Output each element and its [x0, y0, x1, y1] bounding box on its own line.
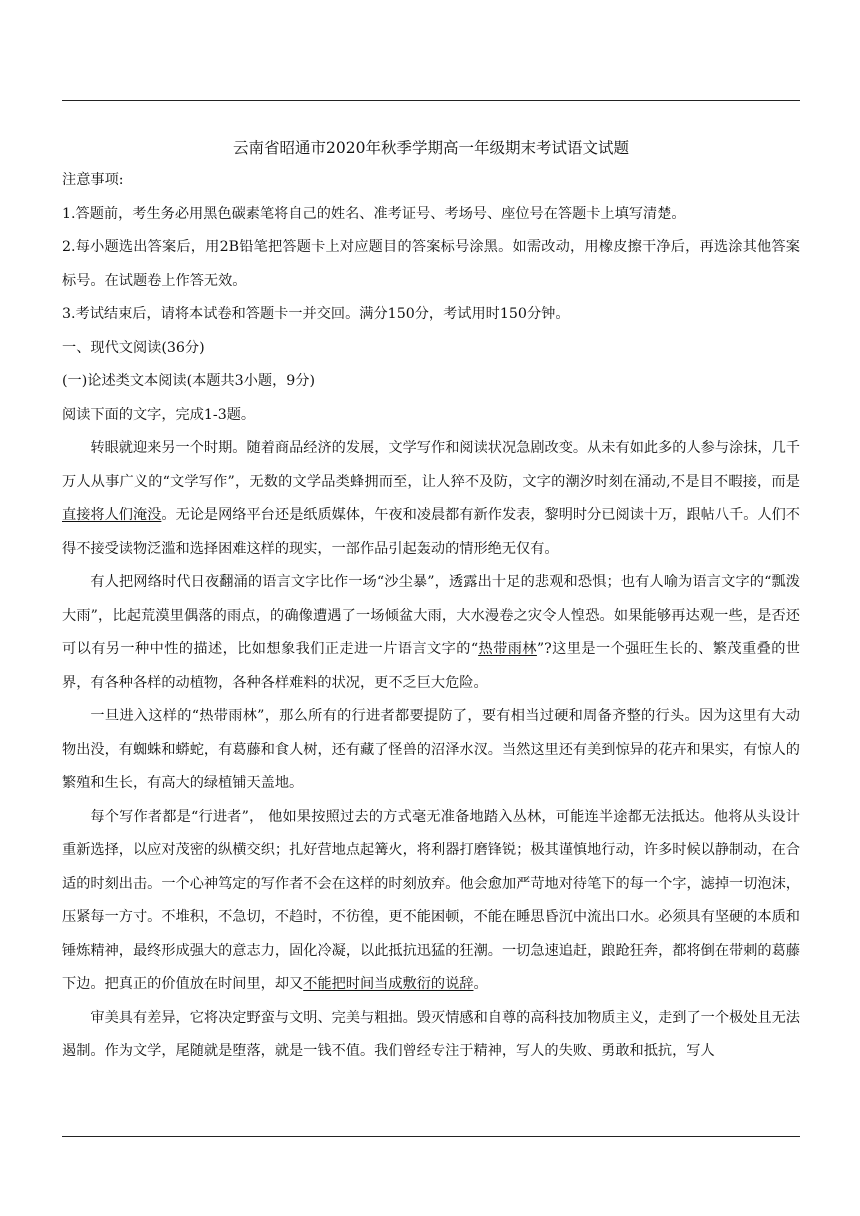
underlined-phrase: 不能把时间当成敷衍的说辞: [303, 976, 474, 992]
paragraph-3: 一旦进入这样的“热带雨林”，那么所有的行进者都要提防了，要有相当过硬和周备齐整的行头。因为这里有大动物出没，有蜘蛛和蟒蛇，有葛藤和食人树，还有藏了怪兽的沼泽水汊。当然这里还有美到惊异的花卉和果实，有惊人的繁殖和生长，有高大的绿植铺天盖地。: [62, 708, 800, 791]
exam-title: 云南省昭通市2020年秋季学期高一年级期末考试语文试题: [233, 139, 629, 157]
document-body: [62, 132, 800, 1069]
note-item-2: 2.每小题选出答案后，用2B铅笔把答题卡上对应题目的答案标号涂黑。如需改动，用橡皮擦干净后，再选涂其他答案标号。在试题卷上作答无效。: [62, 239, 800, 289]
paragraph-text: 转眼就迎来另一个时期。随着商品经济的发展，文学写作和阅读状况急剧改变。从未有如此多的人参与涂抹，几千万人从事广义的“文学写作”，无数的文学品类蜂拥而至，让人猝不及防，文字的潮汐时刻在涌动,不是目不暇接，而是: [62, 440, 800, 490]
paragraph-2: [62, 566, 800, 700]
paragraph-text: 每个写作者都是“行进者”， 他如果按照过去的方式毫无准备地踏入丛林，可能连半途都无法抵达。他将从头设计重新选择，以应对茂密的纵横交织；扎好营地点起篝火，将利器打磨锋锐；极其谨慎地行动，许多时候以静制动，在合适的时刻出击。一个心神笃定的写作者不会在这样的时刻放弃。他会愈加严苛地对待笔下的每一个字，滤掉一切泡沫，压紧每一方寸。不堆积，不急切，不趋时，不彷徨，更不能困顿，不能在睡思昏沉中流出口水。必须具有坚硬的本质和锤炼精神，最终形成强大的意志力，固化冷凝，以此抵抗迅猛的狂潮。一切急速追赶，踉跄狂奔，都将倒在带刺的葛藤下边。把真正的价值放在时间里，却又: [62, 808, 800, 992]
footer-rule: [62, 1136, 800, 1137]
underlined-phrase: 热带雨林: [478, 641, 537, 657]
paragraph-5: 审美具有差异，它将决定野蛮与文明、完美与粗拙。毁灭情感和自尊的高科技加物质主义，走到了一个极处且无法遏制。作为文学，尾随就是堕落，就是一钱不值。我们曾经专注于精神，写人的失败、勇敢和抵抗，写人: [62, 1009, 800, 1059]
paragraph-text: 。: [473, 976, 488, 992]
header-rule: [62, 100, 800, 101]
note-item-1: 1.答题前，考生务必用黑色碳素笔将自己的姓名、准考证号、考场号、座位号在答题卡上填写清楚。: [62, 205, 686, 222]
paragraph-4: [62, 801, 800, 1002]
underlined-phrase: 直接将人们淹没: [62, 507, 162, 523]
paragraph-text: 有人把网络时代日夜翻涌的语言文字比作一场“沙尘暴”，透露出十足的悲观和恐惧；也有人喻为语言文字的“瓢泼大雨”，比起荒漠里偶落的雨点，的确像遭遇了一场倾盆大雨，大水漫卷之灾令人惶恐。如果能够再达观一些，是否还可以有另一种中性的描述，比如想象我们正走进一片语言文字的“: [62, 574, 800, 657]
paragraph-text: 。无论是网络平台还是纸质媒体，午夜和凌晨都有新作发表，黎明时分已阅读十万，跟帖八千。人们不得不接受读物泛滥和选择困难这样的现实，一部作品引起轰动的情形绝无仅有。: [62, 507, 800, 557]
paragraph-text: ”?这里是一个强旺生长的、繁茂重叠的世界，有各种各样的动植物，各种各样难料的状况，更不乏巨大危险。: [62, 641, 800, 691]
reading-instruction: 阅读下面的文字，完成1-3题。: [62, 406, 256, 423]
note-item-3: 3.考试结束后，请将本试卷和答题卡一并交回。满分150分，考试用时150分钟。: [62, 306, 570, 322]
subsection-heading: (一)论述类文本阅读(本题共3小题，9分): [62, 373, 316, 389]
notes-heading: 注意事项:: [62, 172, 124, 188]
paragraph-1: [62, 432, 800, 566]
section-heading: 一、现代文阅读(36分): [62, 339, 205, 356]
